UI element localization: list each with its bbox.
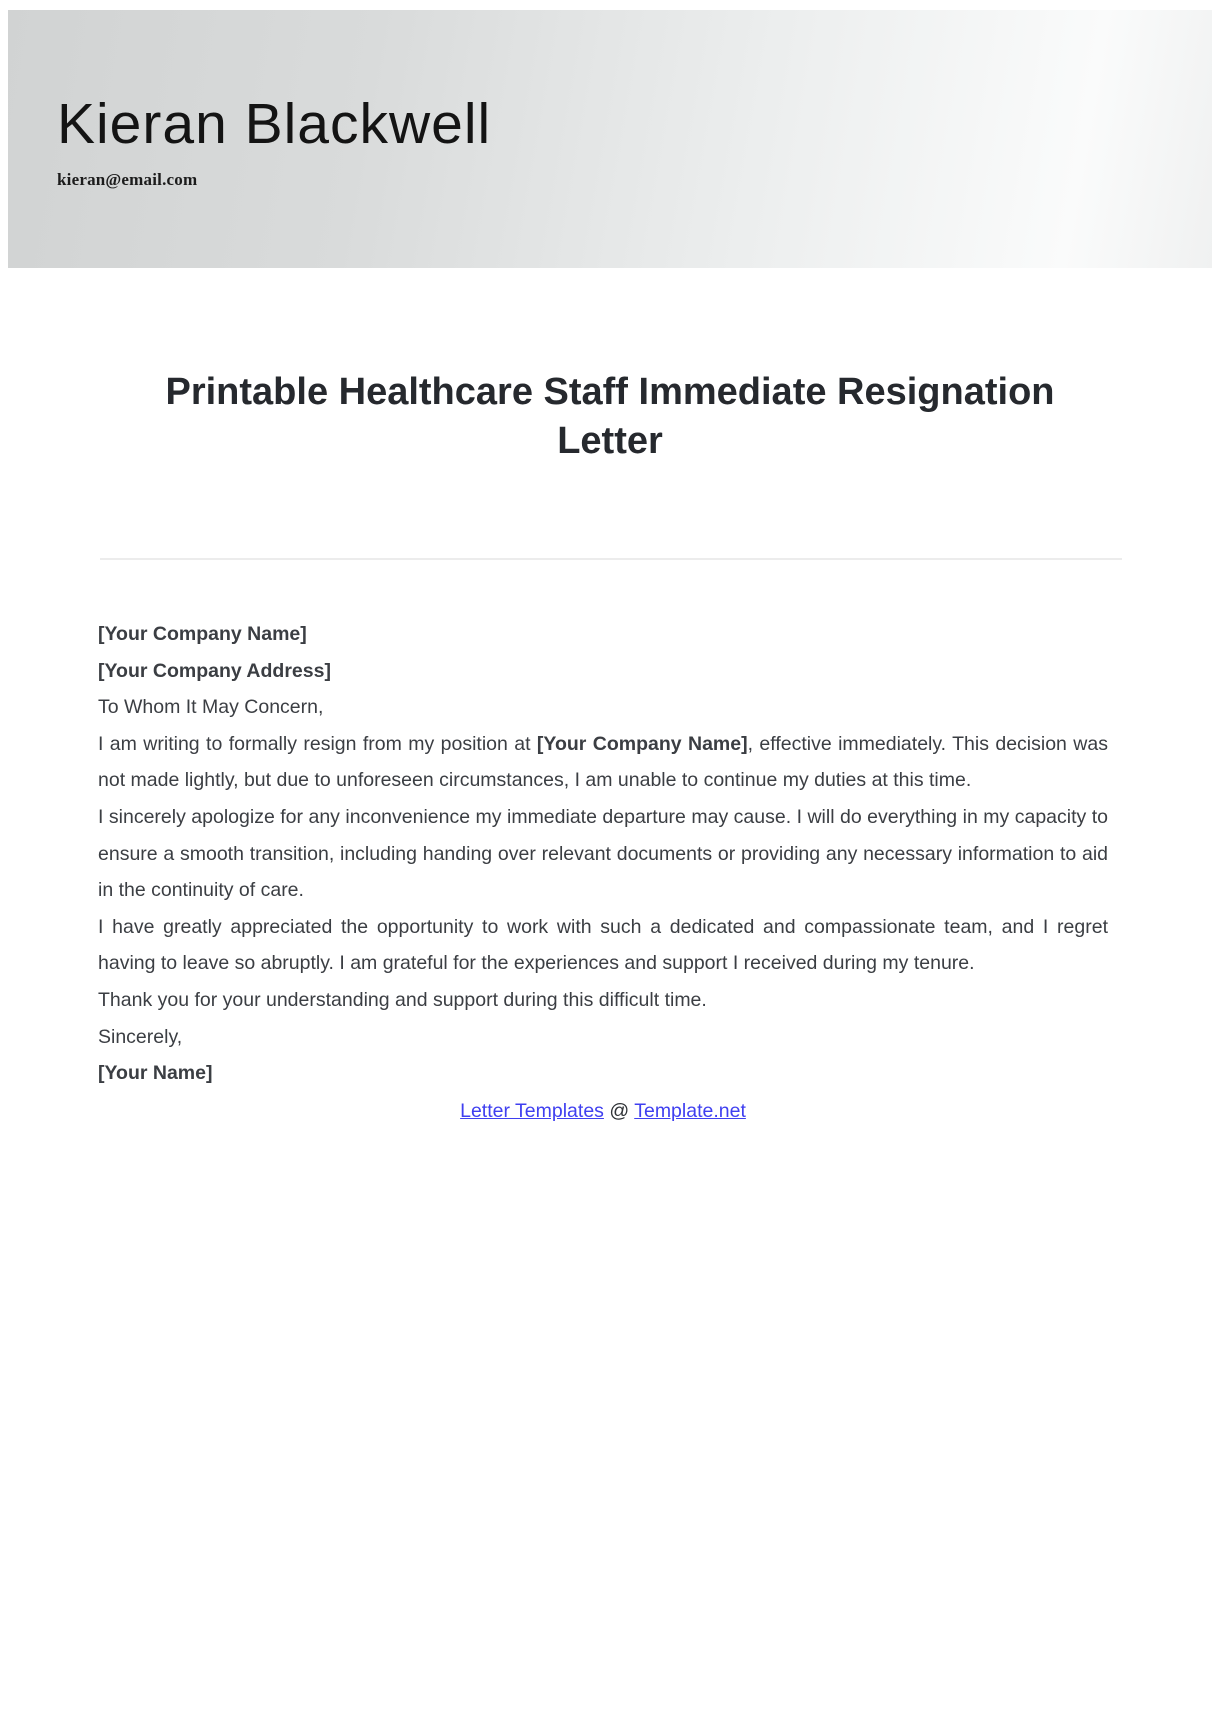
paragraph-thanks: Thank you for your understanding and support during this difficult time. (98, 988, 707, 1011)
paragraph-resignation-company-bold: [Your Company Name] (536, 732, 748, 755)
company-address-placeholder: [Your Company Address] (98, 659, 331, 682)
attribution-line (98, 1093, 1108, 1130)
paragraph-gratitude: I have greatly appreciated the opportunity to work with such a dedicated and compassionate team, and I regret having to leave so abruptly. I am grateful for the experiences and support I received during my tenure. (98, 915, 1108, 975)
letter-body (98, 616, 1108, 1129)
letterhead (8, 10, 1212, 268)
title-divider (100, 558, 1122, 560)
sender-email: kieran@email.com (57, 170, 198, 189)
attribution-at-symbol: @ (609, 1099, 630, 1122)
sender-name: Kieran Blackwell (57, 92, 492, 156)
paragraph-resignation-rest: , effective immediately. This decision was not made lightly, but due to unforeseen circumstances, I am unable to continue my duties at this time. (98, 732, 1108, 792)
document-title: Printable Healthcare Staff Immediate Resignation Letter (165, 371, 1055, 462)
paragraph-apology: I sincerely apologize for any inconvenience my immediate departure may cause. I will do everything in my capacity to ensure a smooth transition, including handing over relevant documents or providing any necessary information to aid in the continuity of care. (98, 805, 1108, 902)
template-net-link[interactable]: Template.net (634, 1099, 746, 1122)
paragraph-resignation (98, 726, 1108, 799)
signature-name-placeholder: [Your Name] (98, 1062, 213, 1085)
letter-templates-link[interactable]: Letter Templates (460, 1099, 604, 1122)
salutation: To Whom It May Concern, (98, 696, 324, 719)
closing: Sincerely, (98, 1025, 183, 1048)
company-name-placeholder: [Your Company Name] (98, 623, 307, 645)
paragraph-resignation-text: I am writing to formally resign from my position at (98, 732, 537, 755)
